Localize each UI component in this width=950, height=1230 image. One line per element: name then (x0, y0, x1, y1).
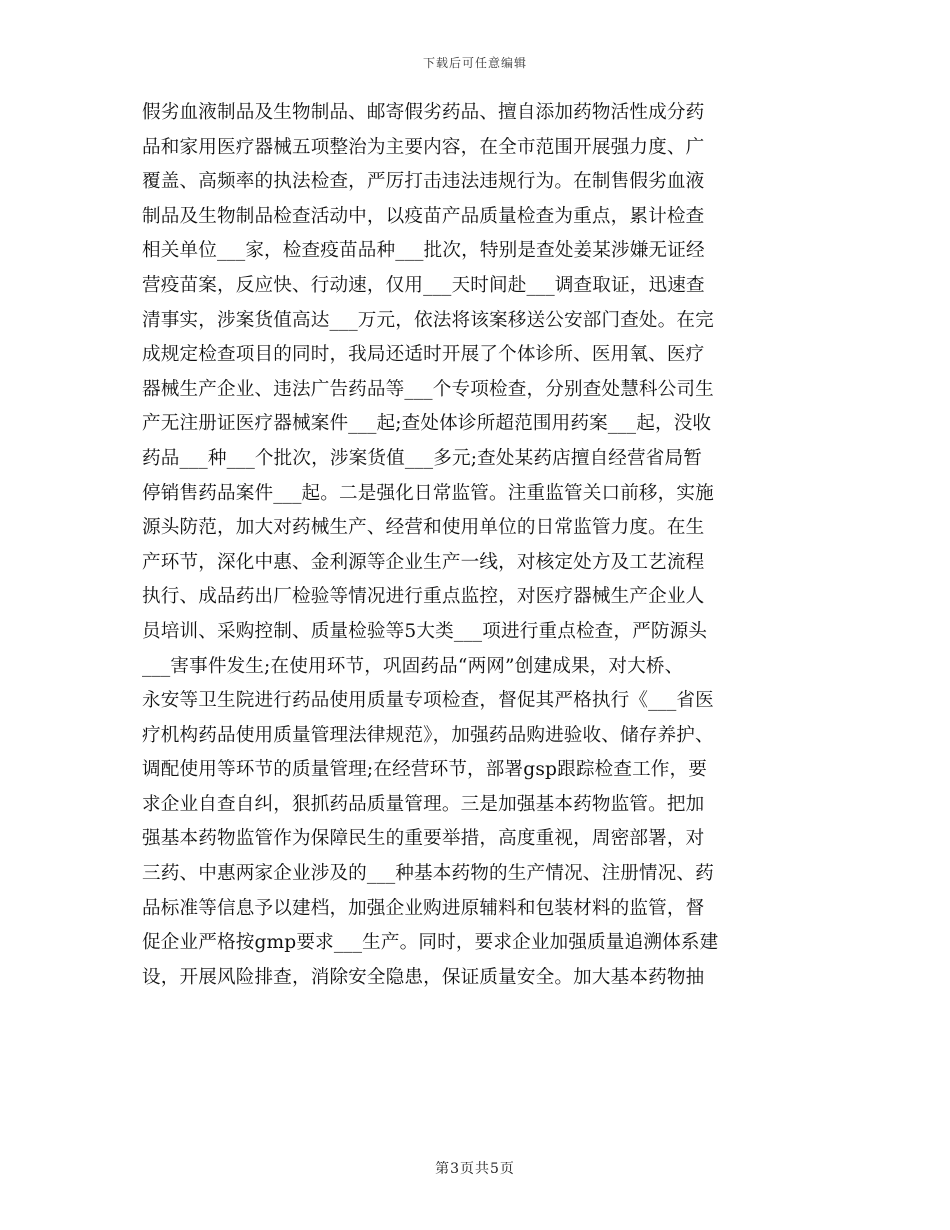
text-line: 器械生产企业、违法广告药品等___个专项检查，分别查处慧科公司生 (142, 378, 714, 400)
text-line: 源头防范，加大对药械生产、经营和使用单位的日常监管力度。在生 (142, 517, 705, 539)
text-line: 强基本药物监管作为保障民生的重要举措，高度重视，周密部署，对 (142, 828, 705, 850)
text-line: 三药、中惠两家企业涉及的___种基本药物的生产情况、注册情况、药 (142, 863, 714, 885)
text-line: 执行、成品药出厂检验等情况进行重点监控，对医疗器械生产企业人 (142, 586, 705, 608)
text-line: 制品及生物制品检查活动中，以疫苗产品质量检查为重点，累计检查 (142, 205, 705, 227)
text-line: 营疫苗案，反应快、行动速，仅用___天时间赴___调查取证，迅速查 (142, 274, 705, 296)
text-line: 设，开展风险排查，消除安全隐患，保证质量安全。加大基本药物抽 (142, 966, 705, 988)
text-line: 员培训、采购控制、质量检验等5大类___项进行重点检查，严防源头 (142, 620, 708, 642)
page-header: 下载后可任意编辑 (422, 56, 527, 70)
text-line: 药品___种___个批次，涉案货值___多元;查处某药店擅自经营省局暂 (142, 447, 703, 469)
text-line: 成规定检查项目的同时，我局还适时开展了个体诊所、医用氧、医疗 (142, 344, 705, 366)
text-line: 假劣血液制品及生物制品、邮寄假劣药品、擅自添加药物活性成分药 (142, 102, 705, 123)
text-line: 促企业严格按gmp要求___生产。同时，要求企业加强质量追溯体系建 (142, 932, 719, 954)
page-number: 第3页共5页 (435, 1161, 515, 1177)
text-line: 覆盖、高频率的执法检查，严厉打击违法违规行为。在制售假劣血液 (142, 171, 705, 193)
text-line: 求企业自查自纠，狠抓药品质量管理。三是加强基本药物监管。把加 (142, 793, 705, 815)
text-line: 产环节，深化中惠、金利源等企业生产一线，对核定处方及工艺流程 (142, 551, 705, 573)
text-line: 停销售药品案件___起。二是强化日常监管。注重监管关口前移，实施 (142, 482, 714, 504)
document-body (142, 96, 812, 995)
text-line: 相关单位___家，检查疫苗品种___批次，特别是查处姜某涉嫌无证经 (142, 240, 705, 262)
text-line: 产无注册证医疗器械案件___起;查处体诊所超范围用药案___起，没收 (142, 413, 712, 435)
text-line: 疗机构药品使用质量管理法律规范》，加强药品购进验收、储存养护、 (142, 724, 714, 746)
text-line: ___害事件发生;在使用环节，巩固药品“两网”创建成果，对大桥、 (142, 655, 684, 677)
text-line: 品标准等信息予以建档，加强企业购进原辅料和包装材料的监管，督 (142, 897, 705, 919)
text-line: 清事实，涉案货值高达___万元，依法将该案移送公安部门查处。在完 (142, 309, 714, 331)
text-line: 调配使用等环节的质量管理;在经营环节，部署gsp跟踪检查工作，要 (142, 759, 708, 781)
text-line: 品和家用医疗器械五项整治为主要内容，在全市范围开展强力度、广 (142, 136, 705, 158)
text-line: 永安等卫生院进行药品使用质量专项检查，督促其严格执行《___省医 (142, 690, 714, 712)
